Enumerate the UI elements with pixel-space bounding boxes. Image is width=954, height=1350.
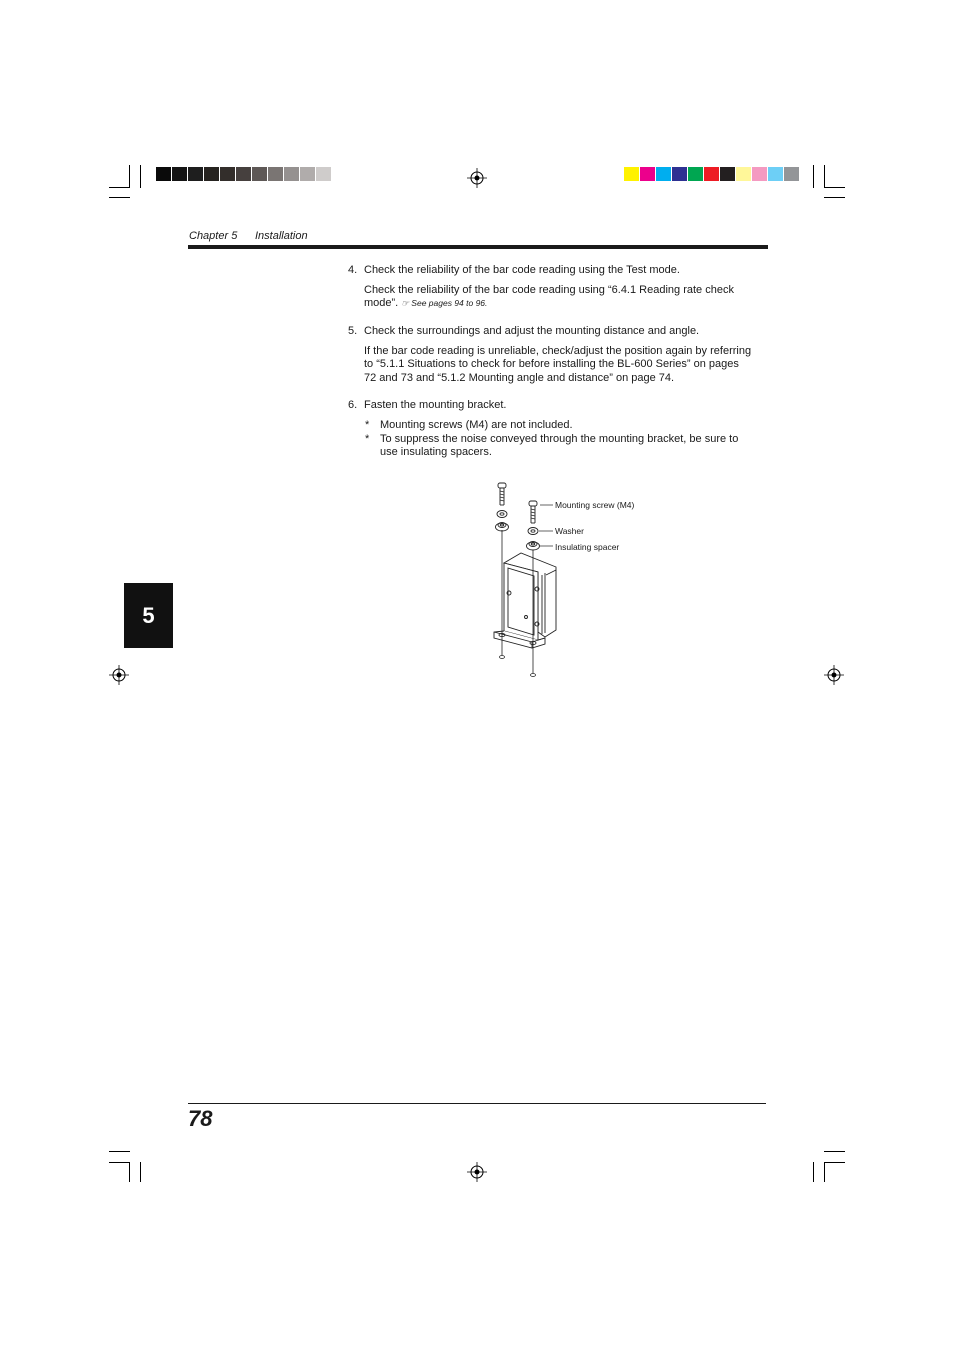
calibration-swatch xyxy=(332,167,347,181)
calibration-swatch xyxy=(768,167,783,181)
step-title: Check the surroundings and adjust the mounting distance and angle. xyxy=(364,325,700,337)
registration-mark-top-icon xyxy=(467,168,487,188)
label-insulating-spacer: Insulating spacer xyxy=(555,542,620,552)
left-washer-icon xyxy=(497,511,507,518)
step-body-line: Check the reliability of the bar code reading using “6.4.1 Reading rate check xyxy=(364,284,734,296)
calibration-swatch xyxy=(672,167,687,181)
step-body-text: mode”. xyxy=(364,297,399,309)
calibration-swatch xyxy=(220,167,235,181)
registration-mark-right-icon xyxy=(824,665,844,685)
label-mounting-screw: Mounting screw (M4) xyxy=(555,500,635,510)
calibration-swatch xyxy=(316,167,331,181)
page-number: 78 xyxy=(188,1106,213,1131)
note-text: To suppress the noise conveyed through the mounting bracket, be sure to xyxy=(380,433,739,445)
header-rule xyxy=(188,245,768,249)
step-title: Fasten the mounting bracket. xyxy=(364,399,507,411)
calibration-swatch xyxy=(172,167,187,181)
right-screw-icon xyxy=(529,501,537,523)
step-number: 5. xyxy=(348,325,358,337)
right-washer-icon xyxy=(528,528,538,535)
footer-rule xyxy=(188,1103,766,1104)
calibration-swatch xyxy=(688,167,703,181)
label-washer: Washer xyxy=(555,526,584,536)
left-spacer-icon xyxy=(496,523,509,532)
step-title: Check the reliability of the bar code reading using the Test mode. xyxy=(364,264,680,276)
note-text: use insulating spacers. xyxy=(380,446,492,458)
step-body-line: If the bar code reading is unreliable, check/adjust the position again by referring xyxy=(364,345,752,357)
calibration-swatch xyxy=(204,167,219,181)
page-reference-link[interactable]: ☞ See pages 94 to 96. xyxy=(401,298,488,308)
step-number: 4. xyxy=(348,264,358,276)
step-number: 6. xyxy=(348,399,358,411)
chapter-tab: 5 xyxy=(124,583,173,648)
calibration-swatch xyxy=(736,167,751,181)
calibration-swatch xyxy=(284,167,299,181)
registration-mark-left-icon xyxy=(109,665,129,685)
note-mark: * xyxy=(365,419,370,431)
calibration-swatch xyxy=(300,167,315,181)
note-text: Mounting screws (M4) are not included. xyxy=(380,419,573,431)
left-screw-icon xyxy=(498,483,506,505)
bracket-icon xyxy=(494,553,556,648)
calibration-swatch xyxy=(720,167,735,181)
calibration-swatch xyxy=(752,167,767,181)
calibration-swatch xyxy=(784,167,799,181)
calibration-swatch xyxy=(656,167,671,181)
step-body-line: 72 and 73 and “5.1.2 Mounting angle and distance” on page 74. xyxy=(364,372,675,384)
calibration-swatch xyxy=(188,167,203,181)
right-spacer-icon xyxy=(527,542,540,551)
header-chapter: Chapter 5 xyxy=(189,230,238,242)
calibration-swatch xyxy=(704,167,719,181)
calibration-swatch xyxy=(640,167,655,181)
calibration-swatch xyxy=(236,167,251,181)
note-mark: * xyxy=(365,433,370,445)
calibration-swatch xyxy=(156,167,171,181)
calibration-swatch xyxy=(252,167,267,181)
step-body-line: to “5.1.1 Situations to check for before installing the BL-600 Series” on pages xyxy=(364,358,739,370)
registration-mark-bottom-icon xyxy=(467,1162,487,1182)
header-section: Installation xyxy=(255,230,308,242)
calibration-swatch xyxy=(624,167,639,181)
step-body-line xyxy=(364,297,487,310)
calibration-swatch xyxy=(268,167,283,181)
